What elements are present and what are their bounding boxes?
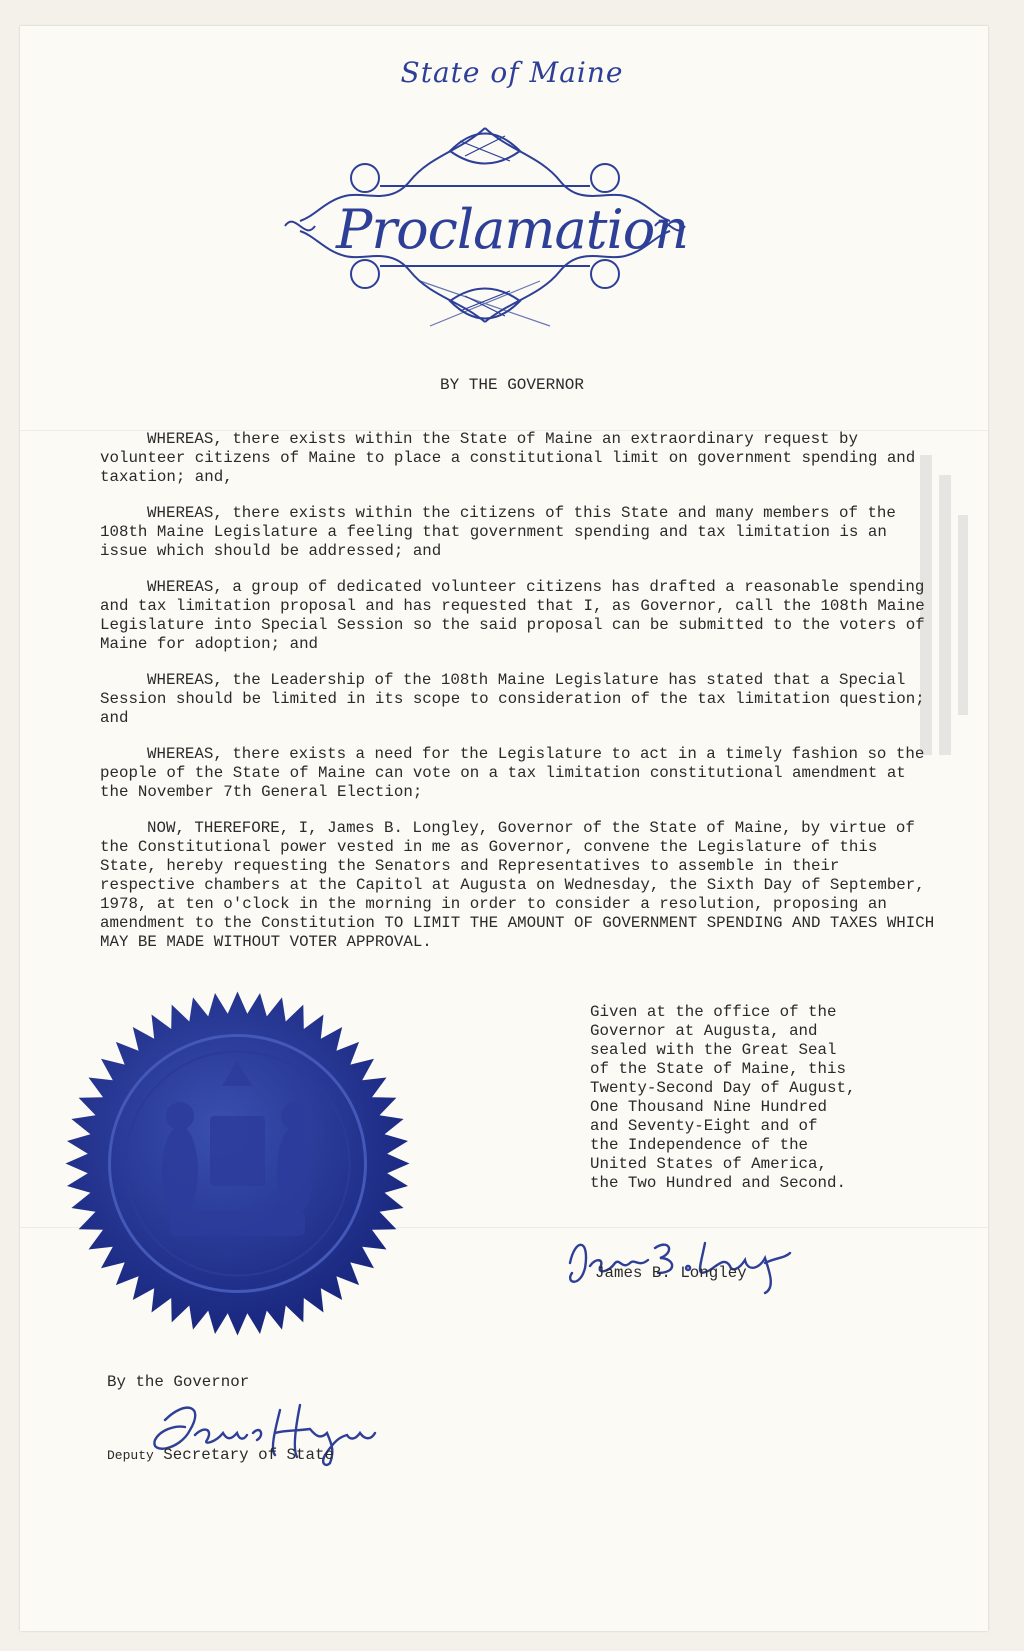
secretary-of-state-label: Secretary of State — [163, 1446, 334, 1464]
by-the-governor-heading: BY THE GOVERNOR — [439, 376, 585, 394]
whereas-paragraph-1: WHEREAS, there exists within the State of Maine an extraordinary request by volunteer citizens of Maine to place a constitutional limit on government spending and taxation; and, — [100, 430, 916, 486]
given-line: United States of America, — [590, 1155, 827, 1173]
governor-signature — [560, 1228, 810, 1298]
given-line: the Independence of the — [590, 1136, 809, 1154]
whereas-paragraph-4: WHEREAS, the Leadership of the 108th Maine Legislature has stated that a Special Session should be limited in its scope to consideration of the tax limitation question; and — [100, 671, 925, 727]
now-therefore-paragraph: NOW, THEREFORE, I, James B. Longley, Governor of the State of Maine, by virtue of the Constitutional power vested in me as Governor, convene the Legislature of this State, hereby requesting the Senators and Representatives to assemble in their respective chambers at the Capitol at Augusta on Wednesday, the Sixth Day of September, 1978, at ten o'clock in the morning in order to consider a resolution, proposing an amendment to the Constitution TO LIMIT THE AMOUNT OF GOVERNMENT SPENDING AND TAXES WHICH MAY BE MADE WITHOUT VOTER APPROVAL. — [100, 819, 935, 951]
given-line: Given at the office of the — [590, 1003, 837, 1021]
given-line: One Thousand Nine Hundred — [590, 1098, 827, 1116]
given-at-block — [590, 1003, 890, 1193]
given-line: Twenty-Second Day of August, — [590, 1079, 856, 1097]
whereas-paragraph-2: WHEREAS, there exists within the citizens of this State and many members of the 108th Maine Legislature a feeling that government spending and tax limitation is an issue which should be addressed; and — [100, 504, 896, 560]
given-line: Governor at Augusta, and — [590, 1022, 818, 1040]
governor-name: James B. Longley — [595, 1264, 747, 1282]
given-line: and Seventy-Eight and of — [590, 1117, 818, 1135]
by-the-governor-label: By the Governor — [107, 1373, 250, 1391]
whereas-paragraph-3: WHEREAS, a group of dedicated volunteer citizens has drafted a reasonable spending and tax limitation proposal and has requested that I, as Governor, call the 108th Maine Legislature into Special Session so the said proposal can be submitted to the voters of Maine for adoption; and — [100, 578, 925, 653]
deputy-secretary-title — [107, 1446, 334, 1464]
great-seal-of-maine — [60, 986, 415, 1341]
bleed-through-stamp — [915, 455, 975, 775]
given-line: the Two Hundred and Second. — [590, 1174, 846, 1192]
whereas-paragraph-5: WHEREAS, there exists a need for the Legislature to act in a timely fashion so the people of the State of Maine can vote on a tax limitation constitutional amendment at the November 7th General Election; — [100, 745, 925, 801]
deputy-word: Deputy — [107, 1448, 154, 1463]
state-title: State of Maine — [400, 56, 624, 89]
given-line: of the State of Maine, this — [590, 1060, 846, 1078]
given-line: sealed with the Great Seal — [590, 1041, 837, 1059]
proclamation-body — [100, 430, 940, 969]
proclamation-title: Proclamation — [335, 198, 689, 261]
